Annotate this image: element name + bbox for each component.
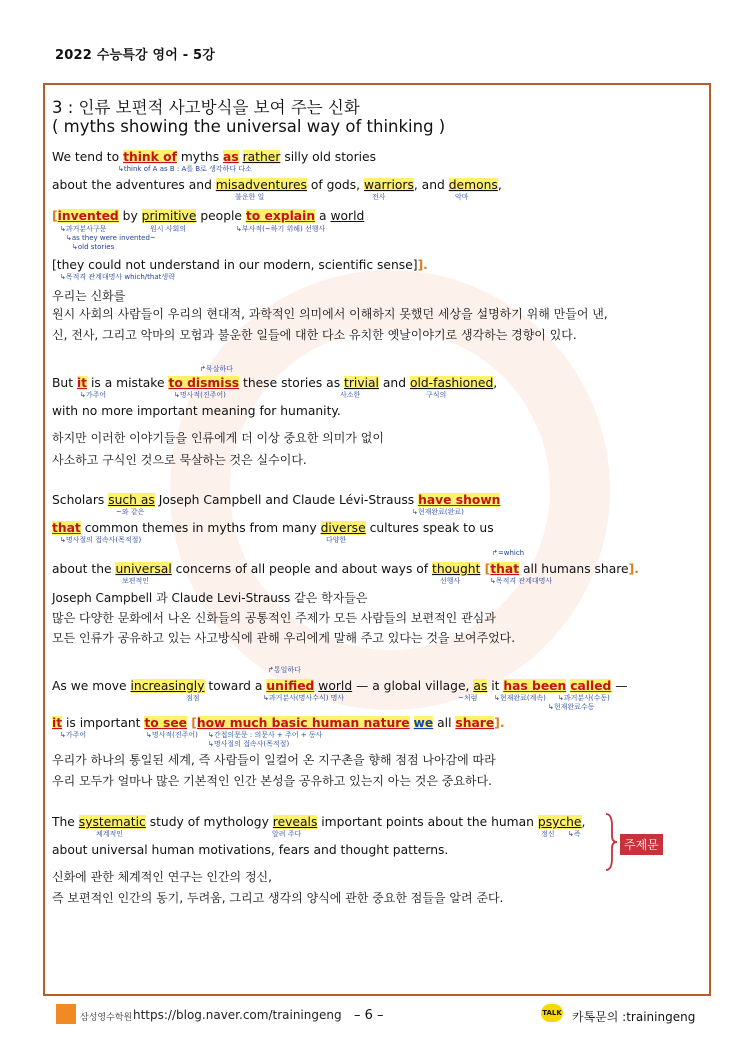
title-english: ( myths showing the universal way of thinking )	[52, 117, 446, 136]
p5-note1d: ↳즉	[568, 830, 581, 838]
blog-link[interactable]: https://blog.naver.com/trainingeng	[133, 1008, 342, 1022]
p3-note2b: 다양한	[326, 536, 347, 544]
page-header: 2022 수능특강 영어 - 5강	[55, 48, 216, 63]
p2-kr2: 사소하고 구식인 것으로 묵살하는 것은 실수이다.	[52, 453, 307, 467]
kakaotalk-icon: TALK	[541, 1004, 563, 1022]
p1-kr2: 원시 사회의 사람들이 우리의 현대적, 과학적인 의미에서 이해하지 못했던 세상을 설명하기 위해 만들어 낸,	[52, 307, 608, 321]
kakaotalk-contact: 카톡문의 :trainingeng	[572, 1010, 696, 1024]
p2-note0: ↱묵살하다	[200, 365, 233, 373]
p1-line2: about the adventures and misadventures of gods, warriors, and demons,	[52, 178, 502, 192]
p4-line1: As we move increasingly toward a unified world — a global village, as it has been called —	[52, 679, 628, 693]
p4-note2c: ↳간접의문문 : 의문사 + 주어 + 동사	[208, 731, 323, 739]
p4-note1b: ↳과거분사(명사수식) 명사	[263, 694, 345, 702]
p2-note1d: 구식의	[426, 391, 447, 399]
p4-note2a: ↳가주어	[60, 731, 87, 739]
p3-note3b: 선행사	[440, 577, 461, 585]
p4-note1e: ↳과거분사(수동)	[558, 694, 610, 702]
p3-note1a: ~와 같은	[116, 508, 145, 516]
p1-note3b: 원시 사회의	[150, 225, 187, 233]
p3-kr3: 모든 인류가 공유하고 있는 사고방식에 관해 우리에게 말해 주고 있다는 것을 보여주었다.	[52, 631, 516, 645]
topic-brace-icon	[604, 812, 618, 872]
p2-line2: with no more important meaning for humanity.	[52, 404, 341, 418]
p3-note2a: ↳명사절의 접속사(목적절)	[60, 536, 142, 544]
p5-line1: The systematic study of mythology reveals important points about the human psyche,	[52, 815, 586, 829]
p5-note1a: 체계적인	[96, 830, 124, 838]
p4-kr1: 우리가 하나의 통일된 세계, 즉 사람들이 일컬어 온 지구촌을 향해 점점 나아감에 따라	[52, 753, 496, 767]
p5-kr1: 신화에 관한 체계적인 연구는 인간의 정신,	[52, 870, 272, 884]
p1-line3: [invented by primitive people to explain a world	[52, 209, 365, 223]
topic-sentence-badge: 주제문	[620, 834, 663, 855]
p4-line2: it is important to see [how much basic human nature we all share].	[52, 716, 505, 730]
p3-line1: Scholars such as Joseph Campbell and Claude Lévi-Strauss have shown	[52, 493, 501, 507]
page-number: – 6 –	[354, 1008, 384, 1023]
academy-name: 삼성영수학원	[80, 1013, 133, 1023]
p2-note1a: ↳가주어	[80, 391, 107, 399]
p1-line4: [they could not understand in our modern, scientific sense]].	[52, 258, 428, 272]
p3-line2: that common themes in myths from many diverse cultures speak to us	[52, 521, 494, 535]
p3-note2c: ↱=which	[492, 549, 525, 557]
p4-note2b: ↳명사적(진주어)	[146, 731, 198, 739]
p2-line1: But it is a mistake to dismiss these stories as trivial and old-fashioned,	[52, 376, 498, 390]
p5-kr2: 즉 보편적인 인간의 동기, 두려움, 그리고 생각의 양식에 관한 중요한 점들을 알려 준다.	[52, 891, 504, 905]
p5-note1c: 정신	[541, 830, 555, 838]
p4-note0: ↱통일하다	[268, 666, 301, 674]
p1-note3e: ↳old stories	[72, 243, 115, 251]
p5-note1b: 알려 주다	[272, 830, 302, 838]
p4-note2d: ↳명사절의 접속사(목적절)	[208, 740, 290, 748]
p3-line3: about the universal concerns of all people and about ways of thought [that all humans share].	[52, 562, 639, 576]
p1-kr3: 신, 전사, 그리고 악마의 모험과 불운한 일들에 대한 다소 유치한 옛날이야기로 생각하는 경향이 있다.	[52, 328, 577, 342]
p3-kr2: 많은 다양한 문화에서 나온 신화들의 공통적인 주제가 모든 사람들의 보편적인 관심과	[52, 611, 496, 625]
p1-line1: We tend to think of myths as rather silly old stories	[52, 150, 377, 164]
p3-note3a: 보편적인	[122, 577, 150, 585]
p4-note1f: ↳현재완료수동	[548, 703, 595, 711]
p1-note3c: ↳부사적(~하기 위해) 선행사	[236, 225, 326, 233]
p3-note3c: ↳목적격 관계대명사	[490, 577, 553, 585]
p1-note2a: 불운한 일	[235, 193, 265, 201]
p2-note1c: 사소한	[340, 391, 361, 399]
p1-note3d: ↳as they were invented~	[66, 234, 156, 242]
p5-line2: about universal human motivations, fears and thought patterns.	[52, 843, 449, 857]
p4-kr2: 우리 모두가 얼마나 많은 기본적인 인간 본성을 공유하고 있는지 아는 것은 중요하다.	[52, 774, 492, 788]
p1-note2b: 전사	[372, 193, 386, 201]
p4-note1d: ↳현재완료(계속)	[494, 694, 546, 702]
title-korean: 3 : 인류 보편적 사고방식을 보여 주는 신화	[52, 98, 360, 117]
p2-note1b: ↳명사적(진주어)	[174, 391, 226, 399]
p3-note1b: ↳현재완료(완료)	[412, 508, 464, 516]
p1-note4: ↳목적격 관계대명사 which/that생략	[60, 273, 175, 281]
p1-note1: ↳think of A as B : A를 B로 생각하다 다소	[118, 165, 252, 173]
p1-note3a: ↳과거분사구문	[60, 225, 107, 233]
p2-kr1: 하지만 이러한 이야기들을 인류에게 더 이상 중요한 의미가 없이	[52, 431, 384, 445]
p3-kr1: Joseph Campbell 과 Claude Levi-Strauss 같은 학자들은	[52, 591, 368, 605]
p1-note2c: 악마	[455, 193, 469, 201]
p1-kr1: 우리는 신화를	[52, 289, 126, 303]
academy-logo-icon	[56, 1004, 76, 1024]
p4-note1a: 점점	[186, 694, 200, 702]
section-title	[52, 98, 445, 136]
p4-note1c: ~처럼	[458, 694, 478, 702]
